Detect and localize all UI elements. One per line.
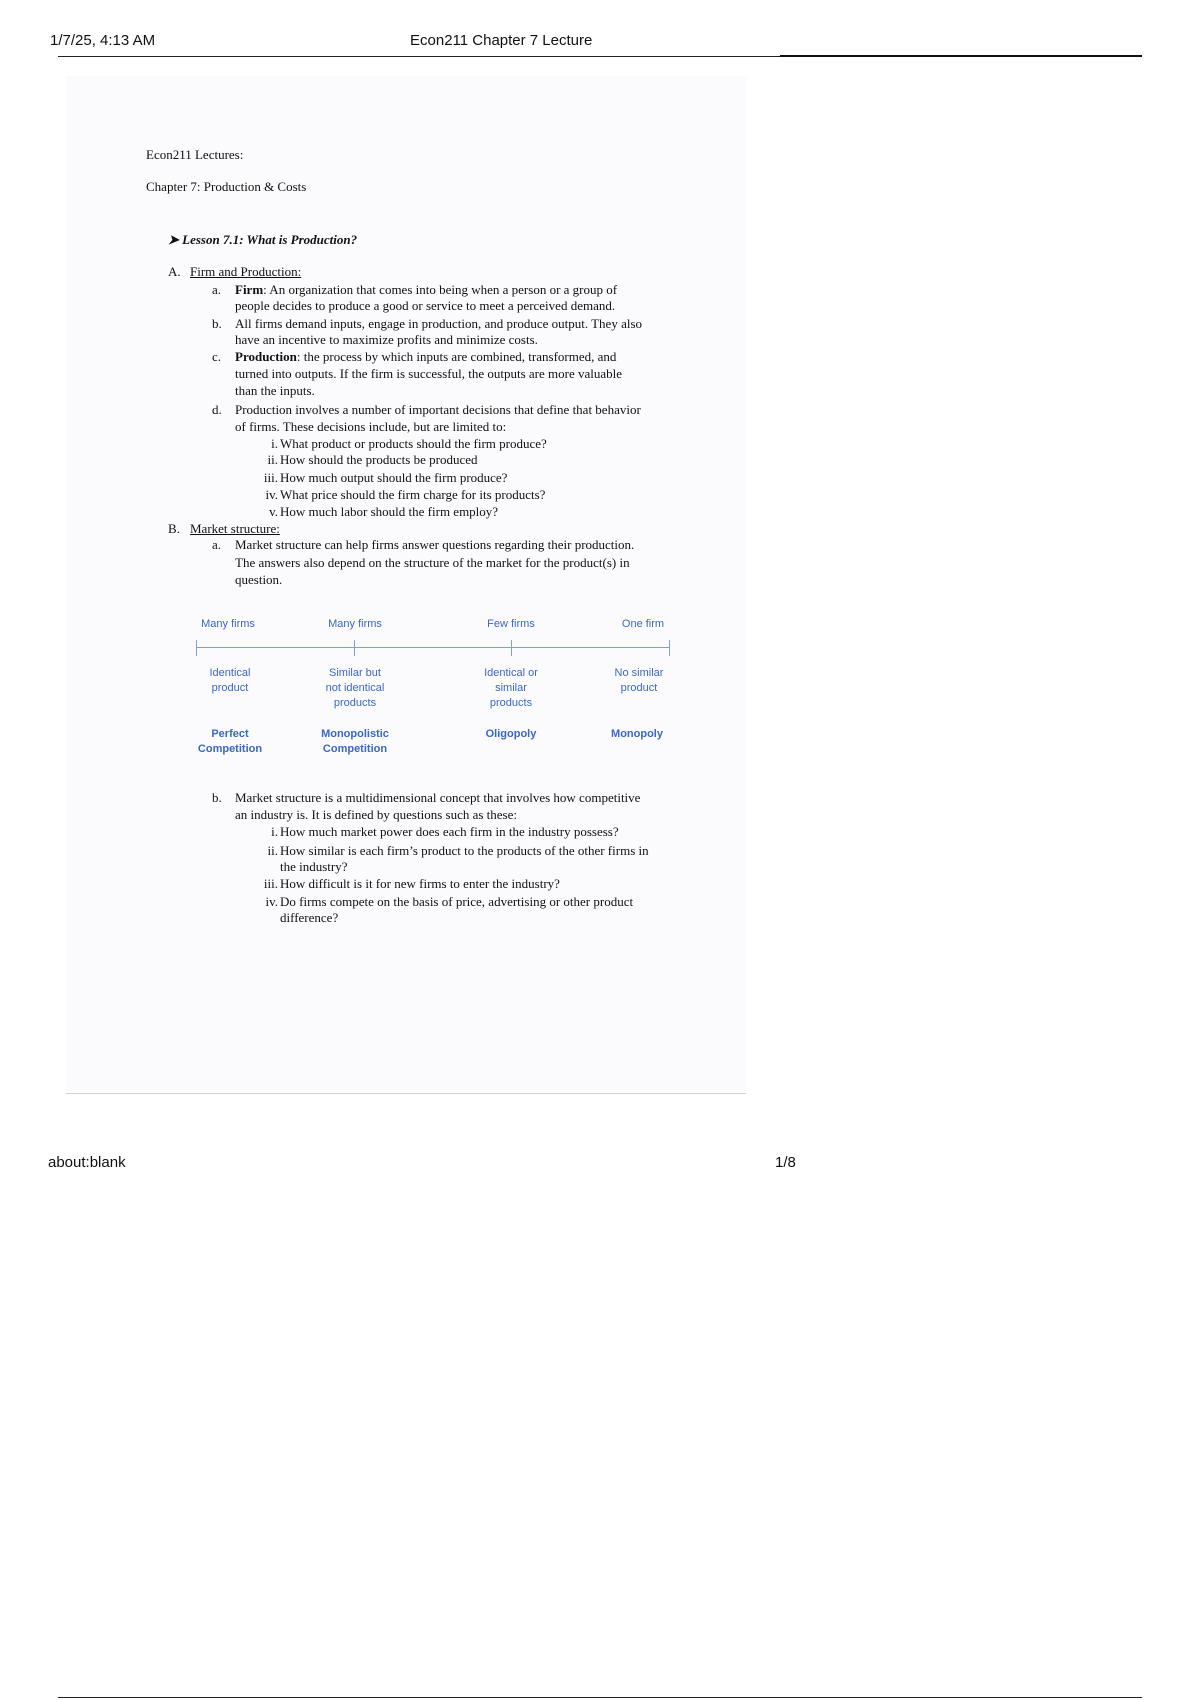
subitem-marker: ii. bbox=[267, 843, 278, 858]
subitem-text: What price should the firm charge for its products? bbox=[280, 487, 546, 502]
diagram-firms-label: Few firms bbox=[487, 618, 535, 630]
item-d-line-1: Production involves a number of important decisions that define that behavior bbox=[235, 402, 641, 417]
subitem-text: difference? bbox=[280, 910, 339, 925]
subitem-text: How should the products be produced bbox=[280, 452, 478, 467]
subitem-marker: iv. bbox=[265, 487, 278, 502]
diagram-tick bbox=[669, 640, 670, 656]
item-b-a-line-3: question. bbox=[235, 572, 283, 587]
arrow-bullet-icon: ➤ bbox=[168, 232, 179, 247]
item-a-marker: a. bbox=[212, 282, 222, 297]
course-title: Econ211 Lectures: bbox=[146, 147, 244, 162]
diagram-firms-label: Many firms bbox=[328, 618, 382, 630]
diagram-axis bbox=[196, 647, 670, 648]
subitem-text: How much output should the firm produce? bbox=[280, 470, 508, 485]
diagram-structure-label: Perfect Competition bbox=[197, 728, 263, 755]
item-b-a-line-1: Market structure can help firms answer questions regarding their production. bbox=[235, 537, 635, 552]
item-b-b-marker: b. bbox=[212, 790, 222, 805]
chapter-title: Chapter 7: Production & Costs bbox=[146, 179, 307, 194]
section-b-marker: B. bbox=[168, 521, 180, 536]
diagram-product-label: No similar product bbox=[614, 667, 664, 694]
term-firm: Firm bbox=[235, 282, 264, 297]
print-datetime: 1/7/25, 4:13 AM bbox=[50, 32, 156, 49]
item-c-line-3: than the inputs. bbox=[235, 383, 315, 398]
diagram-structure-label: Monopolistic Competition bbox=[321, 728, 389, 755]
header-rule-thick bbox=[780, 55, 1142, 57]
subitem-marker: i. bbox=[271, 824, 278, 839]
subitem-marker: i. bbox=[271, 436, 278, 451]
item-a-line-2: people decides to produce a good or service to meet a perceived demand. bbox=[235, 298, 616, 313]
diagram-product-label: Similar but not identical products bbox=[325, 667, 385, 709]
diagram-firms-label: One firm bbox=[621, 618, 665, 630]
item-c-line-1: Production: the process by which inputs are combined, transformed, and bbox=[235, 349, 617, 364]
item-c-marker: c. bbox=[212, 349, 222, 364]
section-a-marker: A. bbox=[168, 264, 181, 279]
item-d-marker: d. bbox=[212, 402, 222, 417]
term-production: Production bbox=[235, 349, 297, 364]
subitem-marker: ii. bbox=[267, 452, 278, 467]
subitem-marker: v. bbox=[269, 504, 278, 519]
document-page bbox=[66, 76, 746, 1092]
item-c-line-2: turned into outputs. If the firm is successful, the outputs are more valuable bbox=[235, 366, 623, 381]
diagram-product-label: Identical product bbox=[209, 667, 251, 694]
subitem-text: How much market power does each firm in the industry possess? bbox=[280, 824, 619, 839]
diagram-tick bbox=[511, 640, 512, 656]
diagram-firms-label: Many firms bbox=[201, 618, 255, 630]
item-a-line-1: Firm: An organization that comes into being when a person or a group of bbox=[235, 282, 618, 297]
section-a-title: Firm and Production: bbox=[190, 264, 302, 279]
diagram-tick bbox=[354, 640, 355, 656]
item-b-line-2: have an incentive to maximize profits and minimize costs. bbox=[235, 332, 538, 347]
subitem-text: Do firms compete on the basis of price, advertising or other product bbox=[280, 894, 634, 909]
print-title: Econ211 Chapter 7 Lecture bbox=[410, 32, 593, 49]
item-b-a-line-2: The answers also depend on the structure of the market for the product(s) in bbox=[235, 555, 630, 570]
subitem-marker: iii. bbox=[263, 470, 278, 485]
footer-rule bbox=[58, 1697, 1142, 1698]
lesson-heading bbox=[168, 232, 357, 248]
subitem-marker: iii. bbox=[263, 876, 278, 891]
diagram-tick bbox=[196, 640, 197, 656]
item-b-b-line-2: an industry is. It is defined by questions such as these: bbox=[235, 807, 517, 822]
item-b-a-marker: a. bbox=[212, 537, 222, 552]
subitem-text: How difficult is it for new firms to enter the industry? bbox=[280, 876, 560, 891]
print-page-number: 1/8 bbox=[775, 1154, 796, 1171]
section-b-title: Market structure: bbox=[190, 521, 280, 536]
subitem-text: How much labor should the firm employ? bbox=[280, 504, 499, 519]
item-b-line-1: All firms demand inputs, engage in production, and produce output. They also bbox=[235, 316, 643, 331]
diagram-product-label: Identical or similar products bbox=[484, 667, 538, 709]
diagram-structure-label: Monopoly bbox=[611, 728, 663, 740]
diagram-structure-label: Oligopoly bbox=[485, 728, 537, 740]
item-d-line-2: of firms. These decisions include, but are limited to: bbox=[235, 419, 507, 434]
item-b-marker: b. bbox=[212, 316, 222, 331]
item-b-b-line-1: Market structure is a multidimensional concept that involves how competitive bbox=[235, 790, 641, 805]
page-bottom-rule bbox=[66, 1093, 746, 1094]
subitem-text: the industry? bbox=[280, 859, 348, 874]
subitem-marker: iv. bbox=[265, 894, 278, 909]
print-url: about:blank bbox=[48, 1154, 126, 1171]
subitem-text: What product or products should the firm produce? bbox=[280, 436, 547, 451]
lesson-title: Lesson 7.1: What is Production? bbox=[182, 232, 358, 247]
subitem-text: How similar is each firm’s product to the products of the other firms in bbox=[280, 843, 649, 858]
